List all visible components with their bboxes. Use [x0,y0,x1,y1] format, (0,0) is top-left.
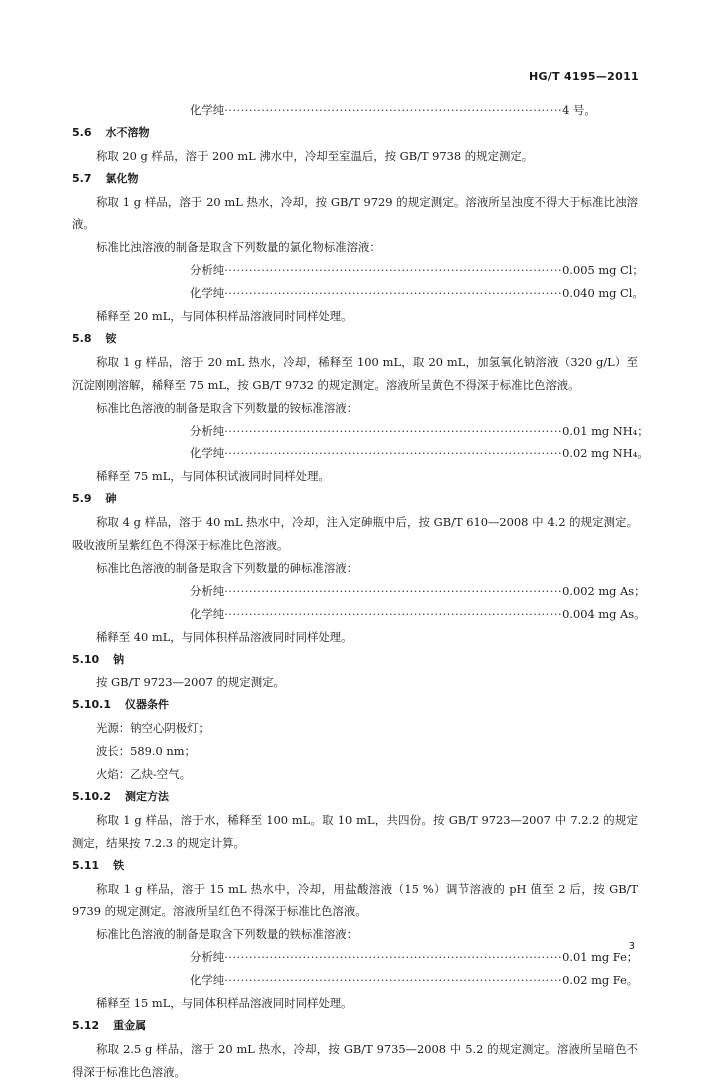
section-number: 5.10.1 [72,698,111,712]
paragraph: 称取 1 g 样品，溶于 20 mL 热水，冷却，稀释至 100 mL，取 20 mL，加氢氧化钠溶液（320 g/L）至沉淀刚刚溶解，稀释至 75 mL，按 GB/T 9732 的规定测定。溶液所呈黄色不得深于标准比色溶液。 [72,354,638,392]
page-number: 3 [628,941,635,952]
dot-leader: ·················································································· [224,583,563,598]
section-title: 钠 [113,652,125,666]
dot-leader: ·················································································· [224,423,563,438]
list-label: 分析纯 [190,263,225,278]
paragraph: 称取 1 g 样品，溶于 20 mL 热水，冷却，按 GB/T 9729 的规定测定。溶液所呈浊度不得大于标准比浊溶液。 [72,194,638,232]
paragraph: 标准比色溶液的制备是取含下列数量的铵标准溶液： [96,400,358,415]
dot-leader: ·················································································· [224,973,563,988]
paragraph: 稀释至 75 mL，与同体积试液同时同样处理。 [96,469,330,484]
paragraph: 称取 2.5 g 样品，溶于 20 mL 热水，冷却，按 GB/T 9735—2008 中 5.2 的规定测定。溶液所呈暗色不得深于标准比色溶液。 [72,1041,638,1079]
list-item [72,282,644,305]
paragraph: 稀释至 15 mL，与同体积样品溶液同时同样处理。 [96,996,353,1011]
section-heading [72,855,638,878]
paragraph: 标准比浊溶液的制备是取含下列数量的氯化物标准溶液： [96,240,381,255]
instrument-condition: 火焰：乙炔-空气。 [96,767,191,782]
list-label: 化学纯 [190,606,225,621]
instrument-condition: 光源：钠空心阴极灯； [96,721,210,736]
dot-leader: ·················································································· [224,950,563,965]
section-title: 仪器条件 [124,698,169,712]
list-item [72,420,649,443]
list-value: 0.002 mg As； [562,583,646,598]
list-value: 0.02 mg NH₄。 [562,446,649,461]
paragraph: 称取 1 g 样品，溶于 15 mL 热水中，冷却，用盐酸溶液（15 %）调节溶液的 pH 值至 2 后，按 GB/T 9739 的规定测定。溶液所呈红色不得深于标准比色溶液。 [72,881,638,919]
section-number: 5.12 [72,1018,100,1032]
list-label: 分析纯 [190,423,225,438]
paragraph: 称取 20 g 样品，溶于 200 mL 沸水中，冷却至室温后，按 GB/T 9738 的规定测定。 [96,148,534,163]
instrument-condition: 波长：589.0 nm； [96,744,196,759]
section-number: 5.7 [72,171,92,185]
list-item [72,259,644,282]
list-value: 0.01 mg NH₄； [562,423,649,438]
paragraph: 标准比色溶液的制备是取含下列数量的砷标准溶液： [96,560,358,575]
dot-leader: ·················································································· [224,286,563,301]
list-label: 化学纯 [190,446,225,461]
dot-leader: ·················································································· [224,446,563,461]
list-value: 4 号。 [562,103,596,117]
list-label: 化学纯 [190,103,225,117]
list-label: 化学纯 [190,973,225,988]
list-item [72,969,639,992]
list-item [72,580,646,603]
paragraph: 稀释至 40 mL，与同体积样品溶液同时同样处理。 [96,629,353,644]
section-title: 重金属 [113,1018,147,1032]
dot-leader: ·················································································· [224,103,563,117]
paragraph: 标准比色溶液的制备是取含下列数量的铁标准溶液： [96,927,358,942]
section-heading [72,488,638,511]
list-label: 分析纯 [190,583,225,598]
paragraph: 称取 4 g 样品，溶于 40 mL 热水中，冷却，注入定砷瓶中后，按 GB/T 610—2008 中 4.2 的规定测定。吸收液所呈紫红色不得深于标准比色溶液。 [72,515,638,553]
section-heading [72,168,638,191]
section-title: 砷 [105,492,117,506]
section-number: 5.8 [72,331,92,345]
list-value: 0.02 mg Fe。 [562,973,639,988]
list-value: 0.040 mg Cl。 [562,286,644,301]
section-heading [72,786,638,809]
section-number: 5.6 [72,125,92,139]
list-item [72,99,596,122]
section-title: 氯化物 [105,171,139,185]
list-value: 0.004 mg As。 [562,606,646,621]
list-item [72,442,649,465]
section-number: 5.11 [72,858,100,872]
section-heading [72,1015,638,1038]
list-value: 0.005 mg Cl； [562,263,644,278]
section-title: 测定方法 [124,789,169,803]
list-label: 分析纯 [190,950,225,965]
section-heading [72,122,638,145]
dot-leader: ·················································································· [224,263,563,278]
section-number: 5.10 [72,652,100,666]
paragraph: 称取 1 g 样品，溶于水，稀释至 100 mL。取 10 mL，共四份。按 GB/T 9723—2007 中 7.2.2 的规定测定，结果按 7.2.3 的规定计算。 [72,812,638,850]
section-title: 铁 [113,858,125,872]
standard-code-header: HG/T 4195—2011 [528,70,639,83]
section-title: 水不溶物 [105,125,150,139]
section-number: 5.10.2 [72,789,111,803]
list-value: 0.01 mg Fe； [562,950,639,965]
section-title: 铵 [105,331,117,345]
list-item [72,946,639,969]
paragraph: 按 GB/T 9723—2007 的规定测定。 [96,675,285,690]
section-number: 5.9 [72,492,92,506]
paragraph: 稀释至 20 mL，与同体积样品溶液同时同样处理。 [96,309,353,324]
list-label: 化学纯 [190,286,225,301]
section-heading [72,694,638,717]
dot-leader: ·················································································· [224,606,563,621]
list-item [72,603,646,626]
document-body [72,99,649,1084]
section-heading [72,328,638,351]
section-heading [72,649,638,672]
